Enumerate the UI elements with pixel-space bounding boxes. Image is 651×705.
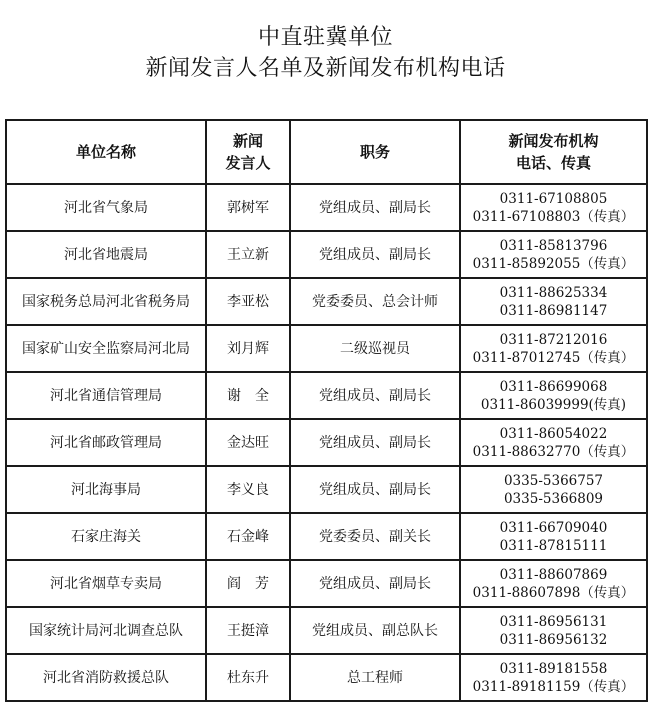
cell-position-position: 党组成员、副局长 <box>319 434 431 451</box>
cell-phone <box>460 607 647 654</box>
cell-unit <box>6 513 206 560</box>
cell-phone-phone2: 0311-89181159（传真） <box>472 678 635 695</box>
cell-phone-phone1: 0311-87212016 <box>499 331 608 348</box>
cell-spokesperson <box>206 513 290 560</box>
cell-unit <box>6 325 206 372</box>
cell-spokesperson <box>206 278 290 325</box>
cell-phone-phone2: 0311-85892055（传真） <box>472 255 635 272</box>
cell-phone-phone2: 0311-86981147 <box>499 302 608 319</box>
cell-position-position: 党组成员、副局长 <box>319 387 431 404</box>
cell-phone <box>460 278 647 325</box>
cell-position <box>290 560 460 607</box>
cell-phone-phone2: 0311-86039999(传真) <box>480 396 627 413</box>
cell-unit-unit: 国家统计局河北调查总队 <box>29 622 183 639</box>
cell-unit-unit: 河北海事局 <box>71 481 141 498</box>
cell-position-position: 党组成员、副局长 <box>319 246 431 263</box>
cell-spokesperson-spokesperson: 刘月辉 <box>227 340 269 357</box>
cell-spokesperson-spokesperson: 王立新 <box>227 246 269 263</box>
cell-phone-phone1: 0311-85813796 <box>499 237 608 254</box>
table-row <box>6 419 647 466</box>
header-phone-line2: 电话、传真 <box>515 154 591 172</box>
cell-unit <box>6 466 206 513</box>
cell-position-position: 党委委员、总会计师 <box>312 293 438 310</box>
cell-position <box>290 466 460 513</box>
cell-position <box>290 513 460 560</box>
cell-spokesperson-spokesperson: 谢 全 <box>227 387 269 404</box>
table-row <box>6 560 647 607</box>
table-header-row <box>6 120 647 184</box>
cell-spokesperson <box>206 325 290 372</box>
cell-unit <box>6 372 206 419</box>
cell-unit <box>6 560 206 607</box>
cell-spokesperson-spokesperson: 李义良 <box>227 481 269 498</box>
cell-spokesperson <box>206 607 290 654</box>
title-line-2: 新闻发言人名单及新闻发布机构电话 <box>145 56 506 81</box>
spokesperson-table <box>5 119 648 702</box>
cell-phone <box>460 466 647 513</box>
cell-spokesperson <box>206 184 290 231</box>
table-row <box>6 372 647 419</box>
cell-position-position: 党委委员、副关长 <box>319 528 431 545</box>
cell-position <box>290 184 460 231</box>
cell-phone-phone1: 0311-67108805 <box>499 190 608 207</box>
title-line-1: 中直驻冀单位 <box>257 25 393 50</box>
cell-unit-unit: 国家税务总局河北省税务局 <box>22 293 190 310</box>
table-row <box>6 466 647 513</box>
cell-spokesperson-spokesperson: 郭树军 <box>227 199 269 216</box>
cell-spokesperson <box>206 560 290 607</box>
cell-phone <box>460 231 647 278</box>
cell-position-position: 党组成员、副局长 <box>319 481 431 498</box>
header-spokesperson-line2: 发言人 <box>225 154 271 172</box>
header-spokesperson-line1: 新闻 <box>232 132 263 150</box>
cell-unit <box>6 654 206 701</box>
header-unit-label: 单位名称 <box>75 143 136 161</box>
cell-phone-phone1: 0311-88625334 <box>499 284 608 301</box>
cell-phone-phone1: 0311-86956131 <box>499 613 608 630</box>
cell-unit <box>6 278 206 325</box>
cell-phone <box>460 325 647 372</box>
header-position <box>290 120 460 184</box>
cell-position <box>290 325 460 372</box>
cell-unit-unit: 河北省烟草专卖局 <box>50 575 162 592</box>
header-unit <box>6 120 206 184</box>
cell-unit-unit: 河北省地震局 <box>64 246 148 263</box>
cell-unit-unit: 河北省消防救援总队 <box>43 669 169 686</box>
cell-phone-phone2: 0311-87815111 <box>499 537 608 554</box>
cell-unit-unit: 河北省邮政管理局 <box>50 434 162 451</box>
cell-spokesperson <box>206 466 290 513</box>
cell-unit <box>6 419 206 466</box>
cell-spokesperson-spokesperson: 杜东升 <box>227 669 269 686</box>
document-title <box>0 22 651 84</box>
cell-phone-phone1: 0311-86699068 <box>499 378 608 395</box>
cell-phone-phone2: 0311-67108803（传真） <box>472 208 635 225</box>
cell-phone-phone2: 0311-86956132 <box>499 631 608 648</box>
cell-unit-unit: 河北省气象局 <box>64 199 148 216</box>
cell-phone-phone1: 0311-89181558 <box>499 660 608 677</box>
cell-position <box>290 654 460 701</box>
cell-unit-unit: 石家庄海关 <box>71 528 141 545</box>
header-spokesperson <box>206 120 290 184</box>
cell-unit-unit: 国家矿山安全监察局河北局 <box>22 340 190 357</box>
cell-phone-phone1: 0311-86054022 <box>499 425 608 442</box>
cell-phone <box>460 560 647 607</box>
table-row <box>6 184 647 231</box>
cell-phone-phone2: 0311-88607898（传真） <box>472 584 635 601</box>
cell-position-position: 总工程师 <box>347 669 403 686</box>
table-row <box>6 231 647 278</box>
cell-position-position: 党组成员、副总队长 <box>312 622 438 639</box>
cell-spokesperson <box>206 231 290 278</box>
cell-phone <box>460 513 647 560</box>
cell-unit <box>6 231 206 278</box>
cell-spokesperson-spokesperson: 金达旺 <box>227 434 269 451</box>
cell-position-position: 党组成员、副局长 <box>319 199 431 216</box>
cell-phone-phone2: 0311-88632770（传真） <box>472 443 635 460</box>
cell-position <box>290 419 460 466</box>
table-row <box>6 325 647 372</box>
cell-phone <box>460 184 647 231</box>
cell-unit <box>6 184 206 231</box>
cell-spokesperson <box>206 654 290 701</box>
header-phone-line1: 新闻发布机构 <box>508 132 599 150</box>
header-phone <box>460 120 647 184</box>
cell-position-position: 党组成员、副局长 <box>319 575 431 592</box>
cell-unit <box>6 607 206 654</box>
cell-unit-unit: 河北省通信管理局 <box>50 387 162 404</box>
cell-spokesperson <box>206 419 290 466</box>
cell-phone <box>460 654 647 701</box>
table-row <box>6 513 647 560</box>
cell-position <box>290 231 460 278</box>
header-position-label: 职务 <box>359 143 390 161</box>
cell-spokesperson-spokesperson: 石金峰 <box>227 528 269 545</box>
cell-spokesperson <box>206 372 290 419</box>
cell-spokesperson-spokesperson: 李亚松 <box>227 293 269 310</box>
cell-position-position: 二级巡视员 <box>340 340 410 357</box>
cell-phone-phone1: 0311-88607869 <box>499 566 608 583</box>
table-row <box>6 654 647 701</box>
table-row <box>6 278 647 325</box>
cell-position <box>290 278 460 325</box>
cell-spokesperson-spokesperson: 阎 芳 <box>227 575 269 592</box>
cell-position <box>290 372 460 419</box>
cell-phone <box>460 372 647 419</box>
cell-phone-phone1: 0335-5366757 <box>503 472 604 489</box>
cell-phone-phone1: 0311-66709040 <box>499 519 608 536</box>
cell-position <box>290 607 460 654</box>
cell-phone-phone2: 0335-5366809 <box>503 490 604 507</box>
cell-phone-phone2: 0311-87012745（传真） <box>472 349 635 366</box>
cell-spokesperson-spokesperson: 王挺漳 <box>227 622 269 639</box>
table-row <box>6 607 647 654</box>
cell-phone <box>460 419 647 466</box>
